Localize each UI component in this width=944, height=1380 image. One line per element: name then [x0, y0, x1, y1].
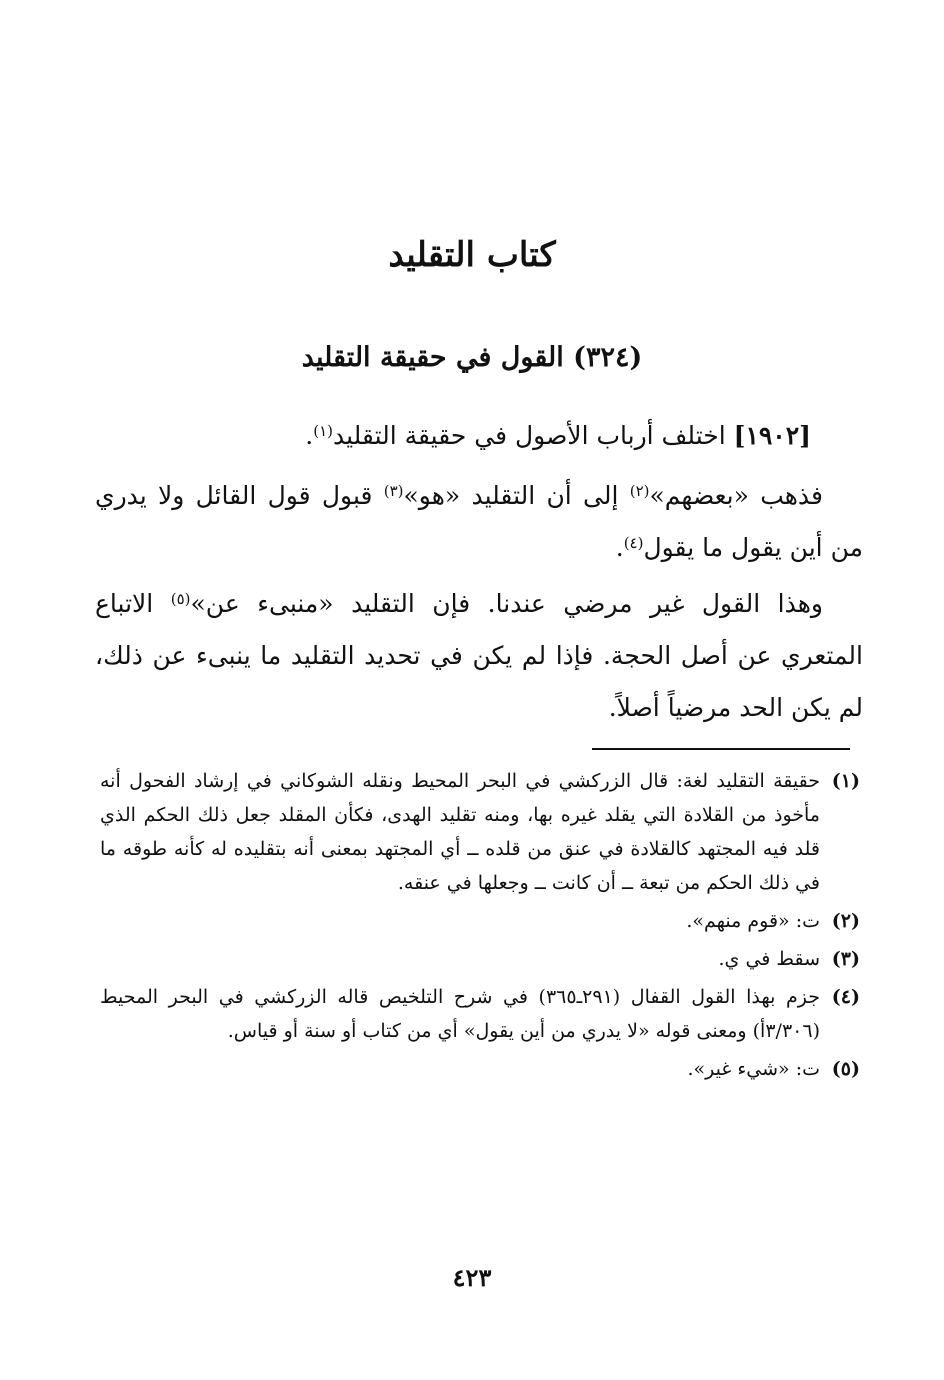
paragraph-ref: [١٩٠٢]: [733, 421, 811, 450]
paragraph-text: .: [615, 533, 624, 562]
chapter-number: (٣٢٤): [573, 342, 643, 373]
footnote-marker: (٢): [629, 481, 650, 500]
page-number: ٤٢٣: [452, 1263, 492, 1292]
footnote-marker: (٣): [383, 481, 404, 500]
footnote: [100, 980, 860, 1048]
paragraph-2: [95, 470, 863, 574]
chapter-title: القول في حقيقة التقليد: [301, 342, 564, 373]
footnote-number: (١): [831, 770, 860, 792]
book-title: كتاب التقليد: [388, 235, 556, 275]
footnote: [100, 904, 860, 938]
footnote-number: (٤): [831, 986, 860, 1008]
footnote-marker: (١): [313, 421, 333, 440]
paragraph-1: [95, 410, 863, 462]
footnote-text: جزم بهذا القول القفال (٢٩١ـ٣٦٥) في شرح التلخيص قاله الزركشي في البحر المحيط (٣/٣٠٦أ) ومعنى قوله «لا يدري من أين يقول» أي من كتاب أو سنة أو قياس.: [100, 986, 820, 1042]
footnote-text: حقيقة التقليد لغة: قال الزركشي في البحر المحيط ونقله الشوكاني في إرشاد الفحول أنه مأخوذ من القلادة التي يقلد غيره بها، ومنه تقليد الهدى، فكأن المقلد جعل ذلك الحكم الذي قلد فيه المجتهد كالقلادة في عنق من قلده ــ أي المجتهد بمعنى أنه بتقليده له كأنه طوقه ما في ذلك الحكم من تبعة ــ أن كانت ــ وجعلها في عنقه.: [100, 770, 820, 894]
paragraph-text: اختلف أرباب الأصول في حقيقة التقليد: [332, 421, 726, 450]
paragraph-text: إلى أن التقليد «هو»: [403, 481, 619, 510]
chapter-heading: [0, 342, 944, 373]
paragraph-text: الاتباع المتعري عن أصل الحجة. فإذا لم يكن في تحديد التقليد ما ينبىء عن ذلك، لم يكن الحد مرضياً أصلاً.: [95, 589, 863, 722]
footnote: [100, 942, 860, 976]
footnote-text: سقط في ي.: [718, 948, 820, 970]
footnote-text: ت: «شيء غير».: [687, 1058, 820, 1080]
footnote-separator: [592, 748, 850, 750]
footnote: [100, 1052, 860, 1086]
paragraph-text: فذهب «بعضهم»: [649, 481, 824, 510]
paragraph-3: [95, 578, 863, 734]
footnote-text: ت: «قوم منهم».: [686, 910, 820, 932]
paragraph-text: قبول قول القائل ولا يدري من أين يقول ما يقول: [95, 481, 863, 562]
footnote-number: (٢): [831, 910, 860, 932]
footnote-marker: (٤): [623, 533, 644, 552]
footnotes: [100, 764, 860, 1090]
paragraph-text: .: [305, 421, 314, 450]
footnote-number: (٣): [831, 948, 860, 970]
footnote-number: (٥): [831, 1058, 860, 1080]
footnote: [100, 764, 860, 900]
paragraph-text: وهذا القول غير مرضي عندنا. فإن التقليد «منبىء عن»: [190, 589, 823, 618]
footnote-marker: (٥): [170, 589, 191, 608]
